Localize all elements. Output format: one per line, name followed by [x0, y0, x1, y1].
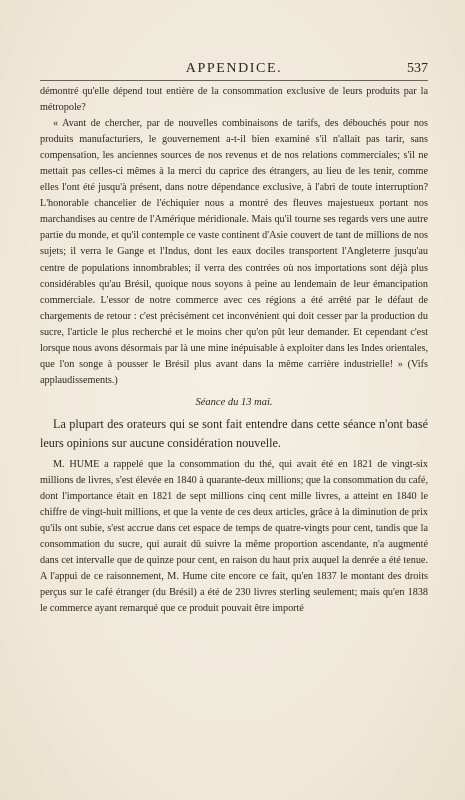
session-summary: La plupart des orateurs qui se sont fait entendre dans cette séance n'ont basé leurs opinions sur aucune considération nouvelle. [40, 416, 428, 450]
running-title: APPENDICE. [185, 61, 283, 76]
page-header [40, 61, 428, 81]
header-rule [40, 80, 428, 81]
paragraph-speech-quote: « Avant de chercher, par de nouvelles combinaisons de tarifs, des débouchés pour nos produits manufacturiers, le gouvernement a-t-il bien examiné s'il n'allait pas tarir, sans compensation, les anciennes sources de nos revenus et de nos relations commerciales; s'il ne mettait pas celles-ci mêmes à la merci du caprice des étrangers, au lieu de les tenir, comme elles l'ont été jusqu'à présent, dans notre dépendance exclusive, à l'abri de toute interruption? L'honorable chancelier de l'échiquier nous a montré des fleuves majestueux portant nos marchandises au centre de l'Amérique méridionale. Mais qu'il tourne ses regards vers une autre partie du monde, et qu'il contemple ce vaste continent d'Asie couvert de tant de millions de nos sujets; il verra le Gange et l'Indus, dont les eaux dociles transportent l'Angleterre jusqu'au centre de populations innombrables; il verra des contrées où nos importations sont déjà plus considérables qu'au Brésil, quoique nous soyons à peine au lendemain de leur émancipation commerciale. L'essor de notre commerce avec ces régions a été arrêté par le défaut de chargements de retour : c'est précisément cet inconvénient qui doit cesser par la production du sucre, l'article le plus recherché et le moins cher qu'on pût leur demander. Et cependant c'est lorsque nous avons désormais par là une mine inépuisable à exploiter dans les Indes orientales, que l'on songe à pousser le Brésil plus avant dans la même carrière industrielle! » (Vifs applaudissements.) [40, 118, 428, 386]
page-number: 537 [407, 61, 428, 76]
paragraph-continuation: démontré qu'elle dépend tout entière de la consommation exclusive de leurs produits par la métropole? [40, 86, 428, 114]
session-heading: Séance du 13 mai. [195, 396, 273, 408]
body-text [40, 84, 428, 617]
paragraph-hume: M. HUME a rappelé que la consommation du thé, qui avait été en 1821 de vingt-six millions de livres, s'est élevée en 1840 à quarante-deux millions; que la consommation du café, dont l'importance était en 1821 de sept millions cinq cent mille livres, a atteint en 1840 le chiffre de vingt-huit millions, et que la vente de ces deux articles, grâce à la diminution de prix qu'ils ont subie, s'est accrue dans cet espace de temps de quatre-vingts pour cent, tandis que la consommation du sucre, qui aurait dû suivre la même proportion ascendante, n'a augmenté dans cet intervalle que de quinze pour cent, en raison du haut prix auquel la denrée a été tenue. A l'appui de ce raisonnement, M. Hume cite encore ce fait, qu'en 1837 le montant des droits perçus sur le café étranger (du Brésil) a été de 230 livres sterling seulement; mais qu'en 1838 le commerce ayant remarqué que ce produit pouvait être importé [40, 458, 428, 615]
